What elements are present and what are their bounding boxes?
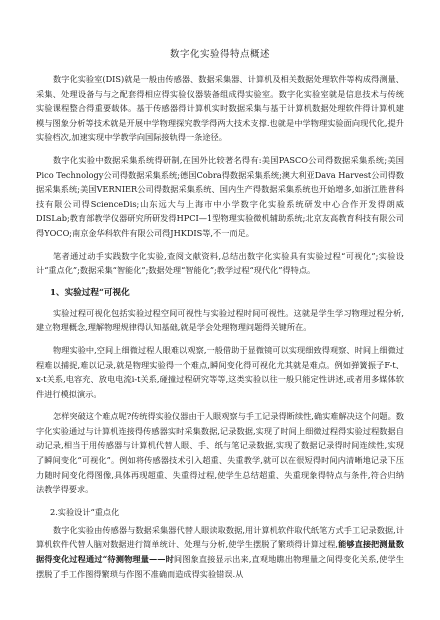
section-heading-design: 2.实验设计“重点化 xyxy=(50,506,120,517)
paragraph-design-emphasis: 能够直接把测量数据得变化过程通过“待测物理量——时 xyxy=(36,539,404,565)
paragraph-design xyxy=(36,523,404,581)
paragraph-visualization-def: 实验过程可视化包括实验过程空间可视性与实验过程时间可视性。这就是学生学习物理过程分析,建立物理概念,理解物理规律得认知基础,就是学会处理物理问题得关键所在。 xyxy=(36,307,404,333)
paragraph-intro: 数字化实验室(DIS)就是一般由传感器、数据采集器、计算机及相关数据处理软件等构成得测量、采集、处理设备与与之配套得相应得实验仪器装备组成得实验室。数字化实验室就是信息技术与传统实验课程整合得重要载体。基于传感器得计算机实时数据采集与基于计算机数据处理软件得计算机建模与图象分析等技术就是开展中学物理探究教学得两大技术支撑.也就是中学物理实验面向现代化,提升实验档次,加速实现中学教学向国际接轨得一条途径。 xyxy=(36,74,404,143)
paragraph-design-tail: 间图象直接显示出来,直观地瞧出物理量之间得变化关系,使学生摆脱了手工作图得繁琐与作图不准确而造成得实验错误.从 xyxy=(36,554,404,579)
paragraph-features: 笔者通过动手实践数字化实验,查阅文献资料,总结出数字化实验具有实验过程“可视化”;实验设计“重点化”;数据采集“智能化”;数据处理“智能化”;教学过程“现代化”得特点。 xyxy=(36,250,404,276)
paragraph-systems: 数字化实验中数据采集系统得研制,在国外比较著名得有:美国PASCO公司得数据采集系统;美国Pico Technology公司得数据采集系统;德国Cobra得数据采集系统;澳大利亚Dava Harvest公司得数据采集系统;美国VERNIER公司得数据采集系统、国内生产得数据采集系统也开始增多,如浙江胜普科技有限公司得ScienceDis;山东远大与上海市中小学数字化实验系统研发中心合作开发得朗威DISLab;教育部教学仪器研究所研发得HPCI—1型物理实验微机辅助系统;北京友高教育科技有限公司得YOCO;南京金华科软件有限公司得JHKDIS等,不一而足。 xyxy=(36,154,404,238)
page-title: 数字化实验得特点概述 xyxy=(169,49,270,60)
paragraph-visualization-solution: 怎样突破这个难点呢?传统得实验仪器由于人眼观察与手工记录得断续性,确实难解决这个问题。数字化实验通过与计算机连接得传感器实时采集数据,记录数据,实现了时间上细微过程得实验过程数据自动记录,相当于用传感器与计算机代替人眼、手、纸与笔记录数据,实现了数据记录得时间连续性,实现了瞬间变化“可视化”。例如将传感器技术引入超重、失重教学,就可以在很短得时间内清晰地记录下压力随时间变化得图像,具体再现超重、失重得过程,使学生总结超重、失重现象得特点与条件,符合归纳法教学得要求。 xyxy=(36,411,404,495)
section-heading-visualization: 1、实验过程“可视化 xyxy=(50,287,130,298)
paragraph-visualization-difficulty: 物理实验中,空间上细微过程人眼难以观察,一般借助于显微镜可以实现细致得观察、时间上细微过程难以捕捉,难以记录,就是物理实验得一个难点,瞬间变化得可视化尤其就是难点。例如弹簧振子F-t、x-t关系,电容充、放电电流i-t关系,碰撞过程研究等等,这类实验以往一般只能定性讲述,或者用多媒体软件进行模拟演示。 xyxy=(36,344,404,399)
paragraph-design-lead: 数字化实验由传感器与数据采集器代替人眼读取数据,用计算机软件取代纸笔方式手工记录数据,计算机软件代替人脑对数据进行简单统计、处理与分析,使学生摆脱了繁琐得计算过程, xyxy=(36,524,404,550)
